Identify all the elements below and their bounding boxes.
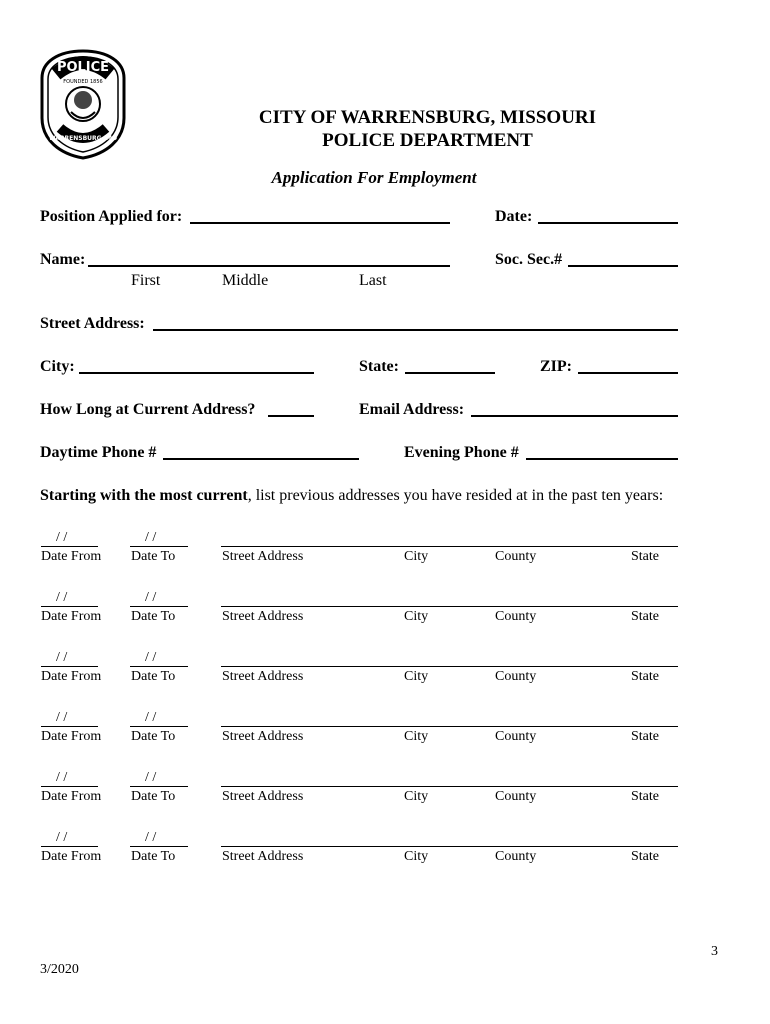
- county-caption: County: [495, 669, 537, 684]
- page-number: 3: [711, 944, 718, 959]
- date-to-input-line[interactable]: [130, 546, 188, 547]
- state-caption: State: [631, 849, 659, 864]
- date-from-slashes: / /: [56, 650, 68, 665]
- middle-name-caption: Middle: [222, 272, 269, 289]
- date-from-caption: Date From: [41, 789, 102, 804]
- department-title: POLICE DEPARTMENT: [322, 130, 533, 151]
- date-from-slashes: / /: [56, 590, 68, 605]
- email-label: Email Address:: [359, 401, 465, 418]
- state-caption: State: [631, 669, 659, 684]
- county-caption: County: [495, 789, 537, 804]
- ssn-label: Soc. Sec.#: [495, 251, 563, 268]
- state-caption: State: [631, 549, 659, 564]
- date-from-input-line[interactable]: [41, 666, 98, 667]
- date-to-slashes: / /: [145, 590, 157, 605]
- date-to-input-line[interactable]: [130, 846, 188, 847]
- date-from-slashes: / /: [56, 830, 68, 845]
- evening-phone-input-line[interactable]: [526, 458, 678, 460]
- city-label: City:: [40, 358, 75, 375]
- street-address-caption: Street Address: [222, 669, 304, 684]
- city-caption: City: [404, 669, 429, 684]
- ssn-input-line[interactable]: [568, 265, 678, 267]
- date-to-input-line[interactable]: [130, 726, 188, 727]
- position-input-line[interactable]: [190, 222, 450, 224]
- badge-top-text: POLICE: [56, 60, 110, 75]
- street-address-caption: Street Address: [222, 549, 304, 564]
- date-from-caption: Date From: [41, 609, 102, 624]
- date-from-input-line[interactable]: [41, 786, 98, 787]
- email-input-line[interactable]: [471, 415, 678, 417]
- date-from-input-line[interactable]: [41, 846, 98, 847]
- date-from-caption: Date From: [41, 549, 102, 564]
- county-caption: County: [495, 729, 537, 744]
- street-address-input-line[interactable]: [153, 329, 678, 331]
- date-to-slashes: / /: [145, 830, 157, 845]
- date-to-slashes: / /: [145, 530, 157, 545]
- city-caption: City: [404, 849, 429, 864]
- badge-founded-text: FOUNDED 1856: [63, 79, 103, 85]
- address-input-line[interactable]: [221, 846, 678, 847]
- city-caption: City: [404, 729, 429, 744]
- zip-input-line[interactable]: [578, 372, 678, 374]
- street-address-caption: Street Address: [222, 849, 304, 864]
- date-from-caption: Date From: [41, 729, 102, 744]
- date-from-input-line[interactable]: [41, 726, 98, 727]
- date-to-input-line[interactable]: [130, 786, 188, 787]
- state-label: State:: [359, 358, 399, 375]
- state-caption: State: [631, 609, 659, 624]
- date-to-slashes: / /: [145, 770, 157, 785]
- daytime-phone-input-line[interactable]: [163, 458, 359, 460]
- how-long-label: How Long at Current Address?: [40, 401, 256, 418]
- city-caption: City: [404, 609, 429, 624]
- county-caption: County: [495, 609, 537, 624]
- date-from-input-line[interactable]: [41, 546, 98, 547]
- instructions-bold: Starting with the most current: [40, 487, 248, 504]
- date-from-caption: Date From: [41, 849, 102, 864]
- last-name-caption: Last: [359, 272, 387, 289]
- date-to-caption: Date To: [131, 669, 176, 684]
- date-from-slashes: / /: [56, 710, 68, 725]
- street-address-label: Street Address:: [40, 315, 145, 332]
- date-to-input-line[interactable]: [130, 606, 188, 607]
- address-input-line[interactable]: [221, 726, 678, 727]
- name-label: Name:: [40, 251, 86, 268]
- street-address-caption: Street Address: [222, 729, 304, 744]
- name-input-line[interactable]: [88, 265, 450, 267]
- date-to-slashes: / /: [145, 710, 157, 725]
- city-input-line[interactable]: [79, 372, 314, 374]
- city-caption: City: [404, 789, 429, 804]
- county-caption: County: [495, 549, 537, 564]
- state-input-line[interactable]: [405, 372, 495, 374]
- date-to-caption: Date To: [131, 789, 176, 804]
- date-from-slashes: / /: [56, 770, 68, 785]
- date-from-caption: Date From: [41, 669, 102, 684]
- date-to-caption: Date To: [131, 549, 176, 564]
- form-subtitle: Application For Employment: [271, 168, 477, 187]
- instructions-rest: , list previous addresses you have resided at in the past ten years:: [247, 487, 664, 504]
- address-history-instructions: [40, 487, 663, 505]
- how-long-input-line[interactable]: [268, 415, 314, 417]
- date-label: Date:: [495, 208, 533, 225]
- date-to-caption: Date To: [131, 609, 176, 624]
- address-input-line[interactable]: [221, 606, 678, 607]
- daytime-phone-label: Daytime Phone #: [40, 444, 157, 461]
- zip-label: ZIP:: [540, 358, 572, 375]
- evening-phone-label: Evening Phone #: [404, 444, 519, 461]
- first-name-caption: First: [131, 272, 161, 289]
- address-input-line[interactable]: [221, 666, 678, 667]
- street-address-caption: Street Address: [222, 789, 304, 804]
- revision-date: 3/2020: [40, 962, 79, 977]
- date-to-caption: Date To: [131, 849, 176, 864]
- date-to-caption: Date To: [131, 729, 176, 744]
- address-input-line[interactable]: [221, 786, 678, 787]
- position-label: Position Applied for:: [40, 208, 183, 225]
- state-caption: State: [631, 729, 659, 744]
- date-from-slashes: / /: [56, 530, 68, 545]
- city-title: CITY OF WARRENSBURG, MISSOURI: [258, 107, 597, 128]
- date-to-input-line[interactable]: [130, 666, 188, 667]
- date-from-input-line[interactable]: [41, 606, 98, 607]
- state-caption: State: [631, 789, 659, 804]
- badge-bottom-text: WARRENSBURG, MO: [48, 135, 118, 142]
- date-input-line[interactable]: [538, 222, 678, 224]
- date-to-slashes: / /: [145, 650, 157, 665]
- city-caption: City: [404, 549, 429, 564]
- address-input-line[interactable]: [221, 546, 678, 547]
- county-caption: County: [495, 849, 537, 864]
- street-address-caption: Street Address: [222, 609, 304, 624]
